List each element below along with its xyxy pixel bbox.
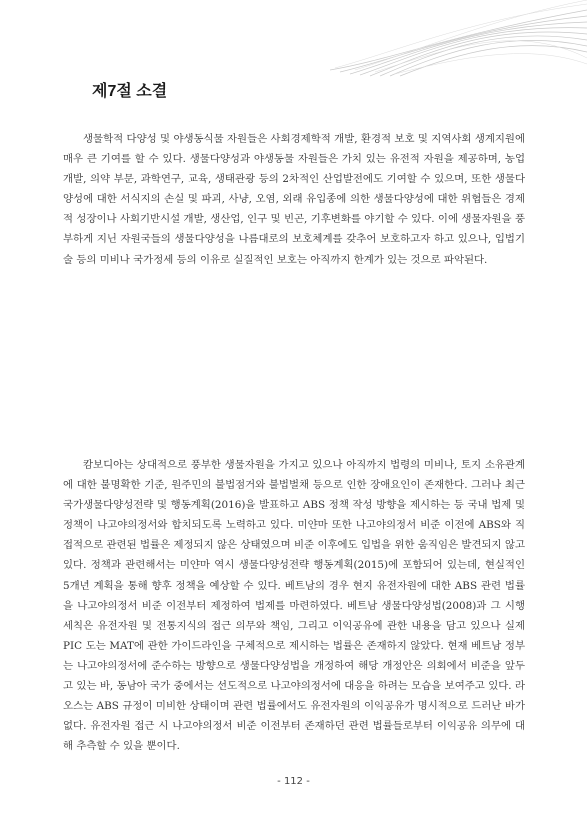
section-title: 제7절 소결	[92, 83, 168, 100]
paragraph-summary-countries: 캄보디아는 상대적으로 풍부한 생물자원을 가지고 있으나 아직까지 법령의 미비나, 토지 소유관계에 대한 불명확한 기준, 원주민의 불법점거와 불법벌채 등으로 인한 장애요인이 존재한다. 그러나 최근 국가생물다양성전략 및 행동계획(2016)을 발표하고 ABS 정책 작성 방향을 제시하는 등 국내 법제 및 정책이 나고야의정서와 합치되도록 노력하고 있다. 미얀마 또한 나고야의정서 비준 이전에 ABS와 직접적으로 관련된 법률은 제정되지 않은 상태였으며 비준 이후에도 입법을 위한 움직임은 발견되지 않고 있다. 정책과 관련해서는 미얀마 역시 생물다양성전략 행동계획(2015)에 포함되어 있는데, 현실적인 5개년 계획을 통해 향후 정책을 예상할 수 있다. 베트남의 경우 현지 유전자원에 대한 ABS 관련 법률을 나고야의정서 비준 이전부터 제정하여 법제를 마련하였다. 베트남 생물다양성법(2008)과 그 시행세칙은 유전자원 및 전통지식의 접근 의무와 책임, 그리고 이익공유에 관한 내용을 담고 있으나 실제 PIC 도는 MAT에 관한 가이드라인을 구체적으로 제시하는 법률은 존재하지 않았다. 현재 베트남 정부는 나고야의정서에 준수하는 방향으로 생물다양성법을 개정하여 해당 개정안은 의회에서 비준을 앞두고 있는 바, 동남아 국가 중에서는 선도적으로 나고야의정서에 대응을 하려는 모습을 보여주고 있다. 라오스는 ABS 규정이 미비한 상태이며 관련 법률에서도 유전자원의 이익공유가 명시적으로 드러난 바가 없다. 유전자원 접근 시 나고야의정서 비준 이전부터 존재하던 관련 법률들로부터 이익공유 의무에 대해 추측할 수 있을 뿐이다.	[63, 459, 525, 753]
page-number: - 112 -	[277, 776, 310, 787]
paragraph-summary-biodiversity: 생물학적 다양성 및 야생동식물 자원들은 사회경제학적 개발, 환경적 보호 및 지역사회 생계지원에 매우 큰 기여를 할 수 있다. 생물다양성과 야생동물 자원들은 가치 있는 유전적 자원을 제공하며, 농업개발, 의약 부문, 과학연구, 교육, 생태관광 등의 2차적인 산업발전에도 기여할 수 있으며, 또한 생물다양성에 대한 서식지의 손실 및 파괴, 사냥, 오염, 외래 유입종에 의한 생물다양성에 대한 위협들은 경제적 성장이나 사회기반시설 개발, 생산업, 인구 및 빈곤, 기후변화를 야기할 수 있다. 이에 생물자원을 풍부하게 지닌 자원국들의 생물다양성을 나름대로의 보호체계를 갖추어 보호하고자 하고 있으나, 입법기술 등의 미비나 국가정세 등의 이유로 실질적인 보호는 아직까지 한계가 있는 것으로 파악된다.	[63, 133, 525, 266]
header-wave-decoration	[330, 0, 587, 78]
